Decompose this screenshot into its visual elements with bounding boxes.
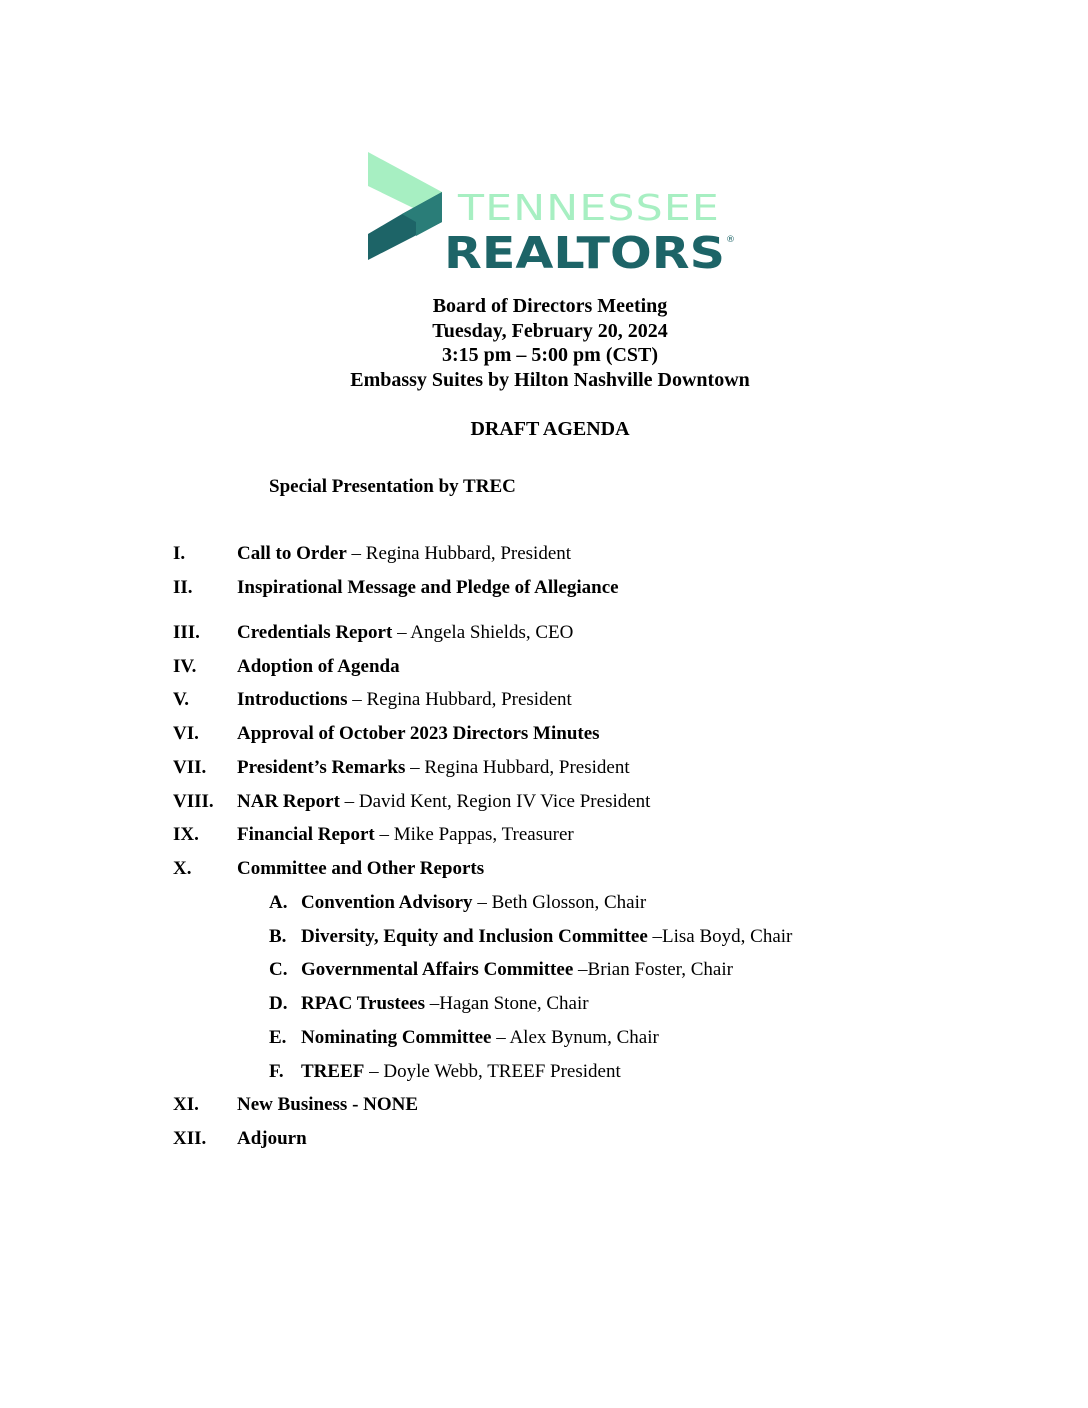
sub-item-detail: –Brian Foster, Chair xyxy=(573,959,733,980)
item-numeral: II. xyxy=(173,577,193,598)
meeting-time: 3:15 pm – 5:00 pm (CST) xyxy=(441,344,659,367)
item-text xyxy=(237,791,650,813)
item-title: President’s Remarks xyxy=(237,757,406,778)
sub-item-text xyxy=(301,959,733,981)
item-numeral: I. xyxy=(173,543,186,564)
sub-item-letter: D. xyxy=(269,993,288,1014)
item-detail: – Mike Pappas, Treasurer xyxy=(374,824,574,845)
sub-item-letter: F. xyxy=(269,1061,284,1082)
item-title: Adoption of Agenda xyxy=(237,656,400,677)
sub-item-letter: B. xyxy=(269,926,287,947)
item-title: Adjourn xyxy=(237,1128,307,1149)
item-numeral: VIII. xyxy=(173,791,214,812)
sub-item-text xyxy=(301,892,646,914)
sub-item-letter: C. xyxy=(269,959,288,980)
sub-item-detail: – Beth Glosson, Chair xyxy=(472,892,647,913)
agenda-title: DRAFT AGENDA xyxy=(470,418,630,440)
item-text xyxy=(237,757,630,779)
logo-tennessee-text: TENNESSEE xyxy=(456,188,720,229)
logo-realtors-text: REALTORS xyxy=(444,228,725,274)
item-title: Financial Report xyxy=(237,824,375,845)
item-numeral: XI. xyxy=(173,1094,199,1115)
sub-item-text xyxy=(301,926,792,948)
meeting-date: Tuesday, February 20, 2024 xyxy=(432,319,668,342)
sub-item-title: TREEF xyxy=(301,1061,365,1082)
item-text xyxy=(237,1094,418,1116)
sub-item-detail: – Doyle Webb, TREEF President xyxy=(364,1061,621,1082)
item-numeral: XII. xyxy=(173,1128,207,1149)
special-presentation: Special Presentation by TREC xyxy=(269,476,516,497)
item-title: NAR Report xyxy=(237,791,340,812)
meeting-title: Board of Directors Meeting xyxy=(432,295,668,317)
item-text xyxy=(237,689,572,711)
item-numeral: III. xyxy=(173,622,200,643)
sub-item-title: Convention Advisory xyxy=(301,892,473,913)
item-text xyxy=(237,824,574,846)
sub-item-letter: A. xyxy=(269,892,288,913)
item-text xyxy=(237,723,600,745)
logo-graphic xyxy=(366,150,738,274)
item-numeral: IV. xyxy=(173,656,197,677)
logo-registered-mark: ® xyxy=(726,235,735,245)
sub-item-title: RPAC Trustees xyxy=(301,993,426,1014)
tennessee-realtors-logo xyxy=(366,150,738,274)
item-text xyxy=(237,656,400,678)
item-text xyxy=(237,577,619,599)
sub-item-detail: –Hagan Stone, Chair xyxy=(425,993,589,1014)
item-title: Committee and Other Reports xyxy=(237,858,485,879)
item-text xyxy=(237,1128,307,1150)
sub-item-title: Governmental Affairs Committee xyxy=(301,959,574,980)
item-detail: – Angela Shields, CEO xyxy=(392,622,574,643)
item-text xyxy=(237,543,571,565)
sub-item-detail: –Lisa Boyd, Chair xyxy=(647,926,793,947)
sub-item-text xyxy=(301,1027,659,1049)
item-title: Call to Order xyxy=(237,543,347,564)
item-numeral: IX. xyxy=(173,824,199,845)
sub-item-title: Nominating Committee xyxy=(301,1027,492,1048)
item-title: Approval of October 2023 Directors Minutes xyxy=(237,723,600,744)
item-title: New Business - NONE xyxy=(237,1094,419,1115)
meeting-location: Embassy Suites by Hilton Nashville Downtown xyxy=(350,369,750,392)
sub-item-text xyxy=(301,993,589,1015)
item-detail: – Regina Hubbard, President xyxy=(346,543,572,564)
item-title: Introductions xyxy=(237,689,348,710)
item-numeral: VII. xyxy=(173,757,207,778)
item-text xyxy=(237,858,484,880)
item-numeral: X. xyxy=(173,858,192,879)
sub-item-text xyxy=(301,1061,621,1083)
sub-item-title: Diversity, Equity and Inclusion Committee xyxy=(301,926,648,947)
sub-item-detail: – Alex Bynum, Chair xyxy=(491,1027,659,1048)
item-numeral: VI. xyxy=(173,723,199,744)
item-detail: – Regina Hubbard, President xyxy=(405,757,630,778)
item-numeral: V. xyxy=(173,689,190,710)
item-title: Credentials Report xyxy=(237,622,393,643)
item-detail: – David Kent, Region IV Vice President xyxy=(339,791,651,812)
item-detail: – Regina Hubbard, President xyxy=(347,689,572,710)
item-title: Inspirational Message and Pledge of Allegiance xyxy=(237,577,619,598)
item-text xyxy=(237,622,573,644)
meeting-header xyxy=(0,294,1088,393)
sub-item-letter: E. xyxy=(269,1027,287,1048)
